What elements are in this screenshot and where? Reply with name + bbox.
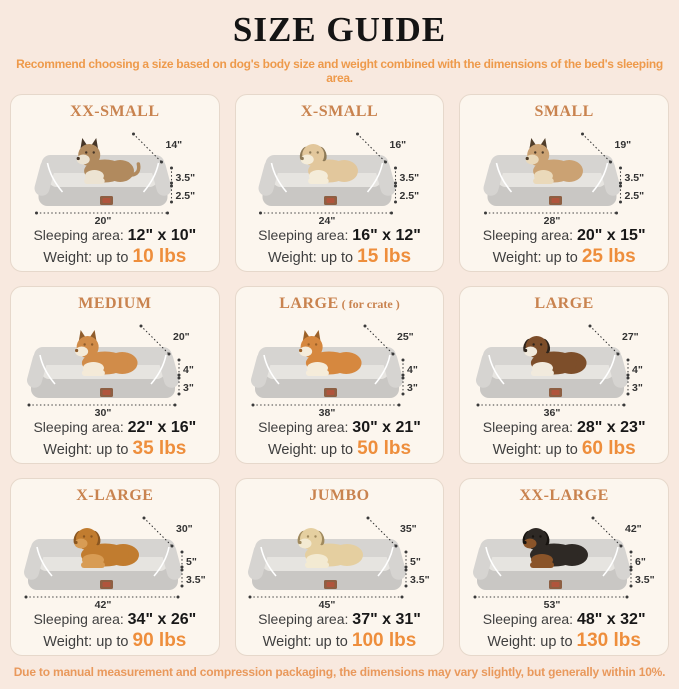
svg-text:3.5": 3.5" bbox=[399, 172, 420, 184]
sleeping-area-label: Sleeping area: bbox=[258, 227, 349, 243]
sleeping-area-line bbox=[14, 226, 216, 245]
bed-illustration bbox=[15, 506, 215, 610]
svg-text:14": 14" bbox=[165, 139, 182, 151]
svg-text:2.5": 2.5" bbox=[175, 190, 195, 202]
size-name bbox=[239, 485, 441, 506]
svg-text:2.5": 2.5" bbox=[399, 190, 420, 202]
size-name-text: XX-SMALL bbox=[70, 103, 160, 120]
svg-text:3.5": 3.5" bbox=[410, 574, 431, 586]
weight-line bbox=[14, 437, 216, 462]
size-card-large bbox=[459, 286, 669, 464]
weight-line bbox=[239, 437, 441, 462]
sleeping-area-value: 22" x 16" bbox=[127, 419, 197, 436]
svg-text:2.5": 2.5" bbox=[624, 190, 645, 202]
weight-upto-label: up to bbox=[96, 634, 129, 650]
weight-line bbox=[463, 629, 665, 654]
size-name-text: X-LARGE bbox=[76, 487, 154, 504]
size-card-xx-large bbox=[459, 478, 669, 656]
sleeping-area-label: Sleeping area: bbox=[482, 227, 574, 243]
size-name-text: LARGE bbox=[279, 295, 339, 312]
sleeping-area-label: Sleeping area: bbox=[33, 611, 124, 627]
weight-line bbox=[239, 245, 441, 270]
size-name bbox=[14, 101, 216, 122]
sleeping-area-value: 48" x 32" bbox=[576, 611, 646, 628]
svg-text:20": 20" bbox=[94, 215, 112, 226]
svg-text:28": 28" bbox=[543, 215, 561, 226]
sleeping-area-value: 12" x 10" bbox=[127, 227, 197, 244]
size-name-suffix: ( for crate ) bbox=[338, 297, 400, 311]
weight-label: Weight: bbox=[43, 634, 93, 650]
weight-value: 100 lbs bbox=[351, 630, 417, 651]
svg-text:42": 42" bbox=[625, 523, 642, 535]
weight-label: Weight: bbox=[267, 442, 317, 458]
svg-text:53": 53" bbox=[543, 599, 561, 610]
svg-text:3.5": 3.5" bbox=[175, 172, 195, 184]
svg-text:27": 27" bbox=[622, 331, 639, 343]
sleeping-area-line bbox=[239, 610, 441, 629]
svg-text:3": 3" bbox=[407, 382, 419, 394]
size-name-text: XX-LARGE bbox=[519, 487, 609, 504]
svg-text:24": 24" bbox=[319, 215, 336, 226]
svg-text:3": 3" bbox=[632, 382, 643, 394]
weight-value: 130 lbs bbox=[576, 630, 641, 651]
size-card-medium bbox=[10, 286, 220, 464]
weight-upto-label: up to bbox=[545, 442, 578, 458]
weight-line bbox=[239, 629, 441, 654]
weight-upto-label: up to bbox=[545, 250, 578, 266]
weight-upto-label: up to bbox=[96, 250, 129, 266]
svg-text:3.5": 3.5" bbox=[635, 574, 655, 586]
bed-illustration bbox=[464, 122, 664, 226]
svg-text:36": 36" bbox=[543, 407, 561, 418]
bed-illustration bbox=[464, 314, 664, 418]
weight-upto-label: up to bbox=[540, 634, 573, 650]
weight-line bbox=[463, 437, 665, 462]
page-subtitle: Recommend choosing a size based on dog's body size and weight combined with the dimensions of the bed's sleeping area. bbox=[16, 57, 663, 85]
weight-value: 35 lbs bbox=[132, 438, 187, 459]
svg-text:3.5": 3.5" bbox=[624, 172, 645, 184]
svg-text:5": 5" bbox=[185, 556, 197, 568]
size-card-x-small bbox=[235, 94, 445, 272]
size-name bbox=[239, 293, 441, 314]
size-grid bbox=[10, 94, 669, 656]
bed-illustration bbox=[15, 122, 215, 226]
size-name-text: SMALL bbox=[534, 103, 594, 120]
size-name bbox=[14, 293, 216, 314]
weight-label: Weight: bbox=[262, 634, 312, 650]
sleeping-area-label: Sleeping area: bbox=[33, 227, 124, 243]
size-name-text: LARGE bbox=[534, 295, 594, 312]
weight-label: Weight: bbox=[487, 634, 537, 650]
sleeping-area-line bbox=[463, 610, 665, 629]
sleeping-area-label: Sleeping area: bbox=[33, 419, 124, 435]
svg-text:3.5": 3.5" bbox=[185, 574, 206, 586]
size-card-large-for-crate bbox=[235, 286, 445, 464]
weight-upto-label: up to bbox=[320, 442, 354, 458]
sleeping-area-value: 30" x 21" bbox=[352, 419, 421, 436]
svg-text:4": 4" bbox=[182, 364, 194, 376]
weight-value: 50 lbs bbox=[357, 438, 412, 459]
weight-label: Weight: bbox=[43, 442, 93, 458]
size-card-small bbox=[459, 94, 669, 272]
sleeping-area-value: 28" x 23" bbox=[576, 419, 646, 436]
weight-value: 25 lbs bbox=[581, 246, 636, 267]
weight-label: Weight: bbox=[43, 250, 93, 266]
svg-text:30": 30" bbox=[175, 523, 193, 535]
svg-text:45": 45" bbox=[319, 599, 336, 610]
size-name bbox=[239, 101, 441, 122]
sleeping-area-label: Sleeping area: bbox=[258, 611, 349, 627]
page-footer: Due to manual measurement and compression packaging, the dimensions may vary slightly, but generally within 10%. bbox=[13, 665, 666, 679]
weight-label: Weight: bbox=[267, 250, 317, 266]
bed-illustration bbox=[464, 506, 664, 610]
sleeping-area-value: 34" x 26" bbox=[127, 611, 197, 628]
svg-text:38": 38" bbox=[319, 407, 336, 418]
page-title: SIZE GUIDE bbox=[232, 10, 447, 49]
weight-upto-label: up to bbox=[315, 634, 348, 650]
weight-line bbox=[14, 629, 216, 654]
sleeping-area-label: Sleeping area: bbox=[482, 419, 574, 435]
sleeping-area-label: Sleeping area: bbox=[482, 611, 574, 627]
svg-text:19": 19" bbox=[614, 139, 632, 151]
sleeping-area-line bbox=[463, 418, 665, 437]
weight-value: 10 lbs bbox=[132, 246, 187, 267]
size-name-text: JUMBO bbox=[309, 487, 370, 504]
sleeping-area-value: 20" x 15" bbox=[576, 227, 646, 244]
svg-text:5": 5" bbox=[410, 556, 422, 568]
weight-upto-label: up to bbox=[96, 442, 129, 458]
svg-text:4": 4" bbox=[632, 364, 643, 376]
svg-text:35": 35" bbox=[400, 523, 418, 535]
sleeping-area-value: 16" x 12" bbox=[352, 227, 421, 244]
bed-illustration bbox=[15, 314, 215, 418]
bed-illustration bbox=[239, 506, 439, 610]
sleeping-area-label: Sleeping area: bbox=[258, 419, 349, 435]
weight-label: Weight: bbox=[492, 250, 542, 266]
size-name-text: MEDIUM bbox=[78, 295, 152, 312]
weight-label: Weight: bbox=[492, 442, 542, 458]
weight-value: 15 lbs bbox=[357, 246, 412, 267]
size-card-xx-small bbox=[10, 94, 220, 272]
bed-illustration bbox=[239, 314, 439, 418]
weight-upto-label: up to bbox=[320, 250, 354, 266]
svg-text:30": 30" bbox=[94, 407, 112, 418]
sleeping-area-line bbox=[239, 418, 441, 437]
size-card-jumbo bbox=[235, 478, 445, 656]
svg-text:20": 20" bbox=[172, 331, 190, 343]
weight-line bbox=[14, 245, 216, 270]
svg-text:25": 25" bbox=[397, 331, 415, 343]
sleeping-area-line bbox=[239, 226, 441, 245]
size-name bbox=[14, 485, 216, 506]
sleeping-area-value: 37" x 31" bbox=[352, 611, 421, 628]
weight-line bbox=[463, 245, 665, 270]
size-guide-page bbox=[0, 10, 679, 689]
svg-text:16": 16" bbox=[389, 139, 407, 151]
svg-text:42": 42" bbox=[94, 599, 112, 610]
sleeping-area-line bbox=[14, 418, 216, 437]
size-card-x-large bbox=[10, 478, 220, 656]
weight-value: 60 lbs bbox=[581, 438, 636, 459]
size-name-text: X-SMALL bbox=[300, 103, 379, 120]
size-name bbox=[463, 293, 665, 314]
svg-text:4": 4" bbox=[407, 364, 419, 376]
size-name bbox=[463, 485, 665, 506]
sleeping-area-line bbox=[463, 226, 665, 245]
svg-text:3": 3" bbox=[182, 382, 194, 394]
sleeping-area-line bbox=[14, 610, 216, 629]
size-name bbox=[463, 101, 665, 122]
svg-text:6": 6" bbox=[635, 556, 646, 568]
bed-illustration bbox=[239, 122, 439, 226]
weight-value: 90 lbs bbox=[132, 630, 187, 651]
